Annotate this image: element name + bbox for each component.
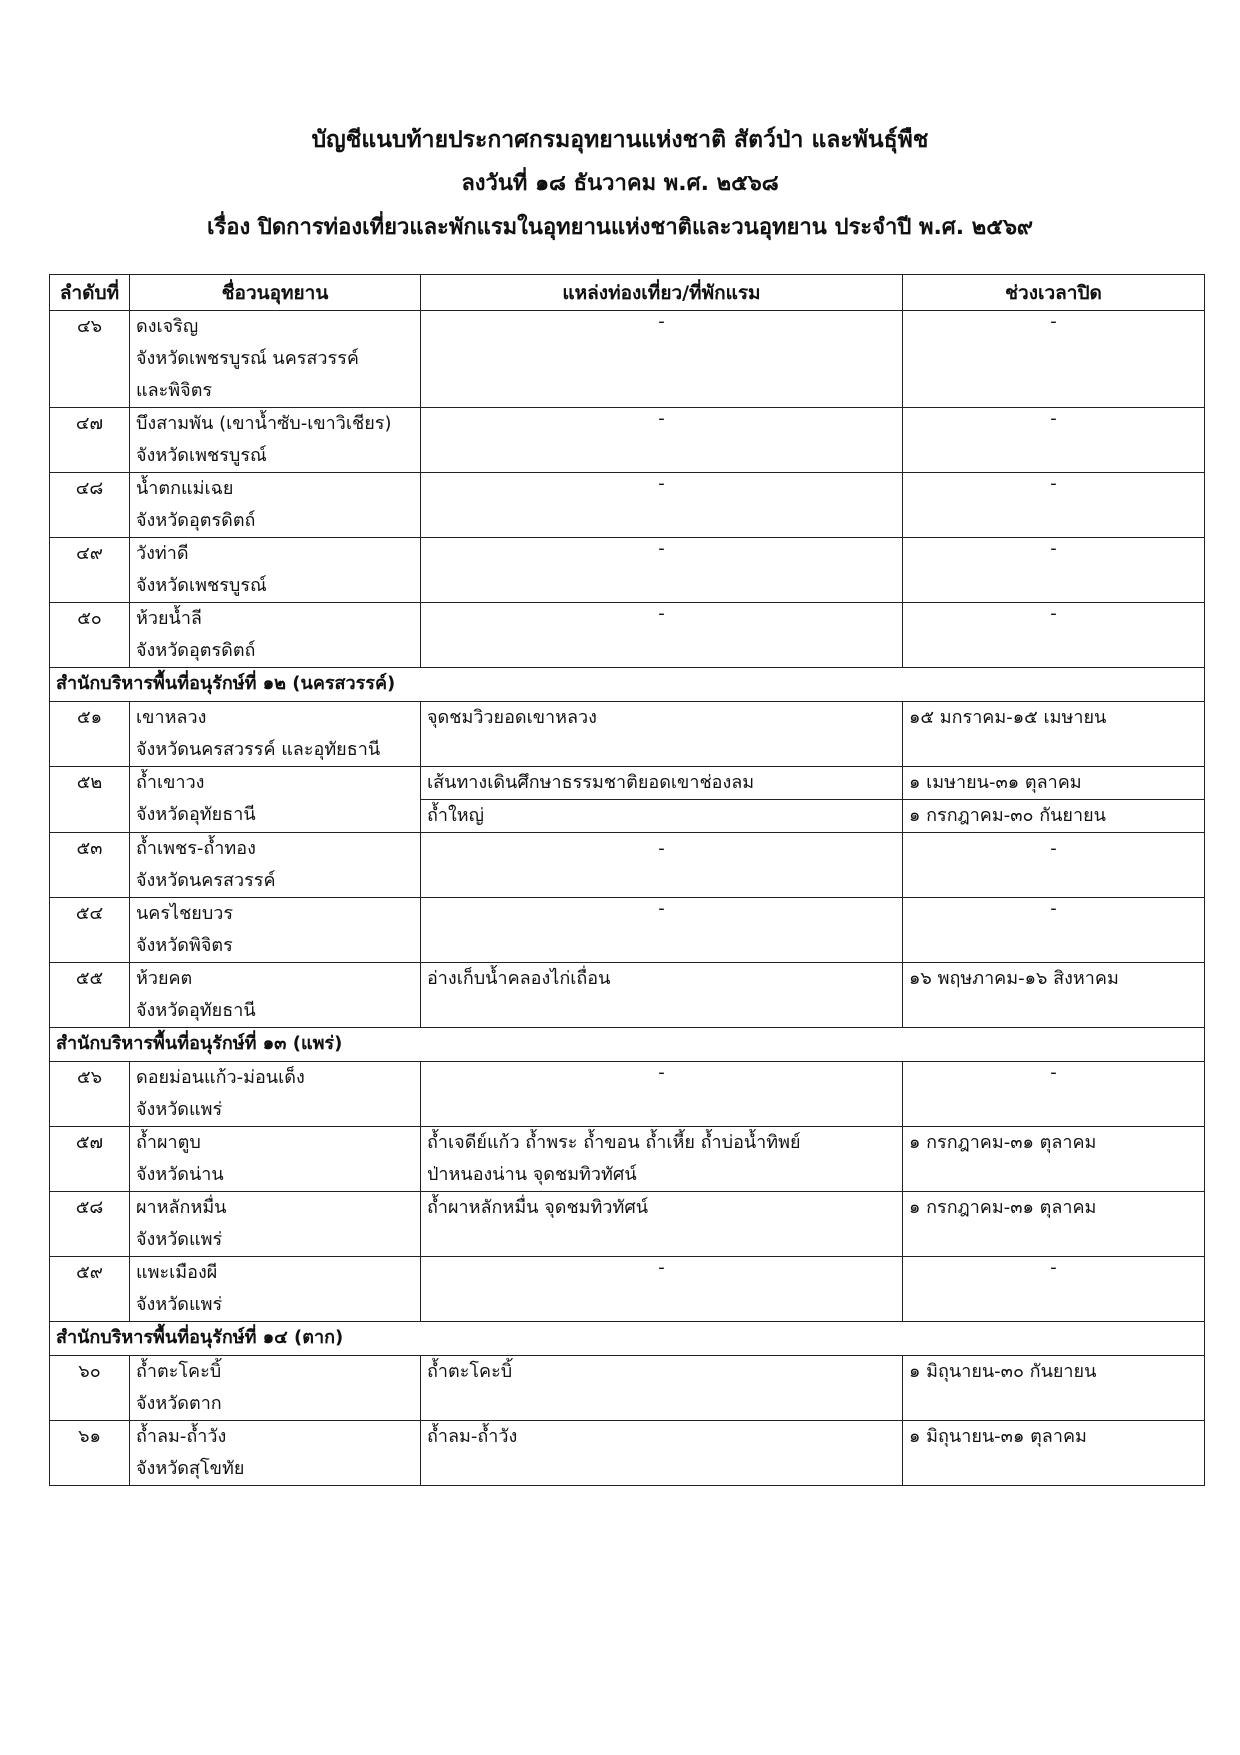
row-number: ๕๖ [50, 1062, 130, 1127]
park-name-cell [130, 473, 421, 538]
park-name: เขาหลวง [136, 707, 207, 728]
document-header [0, 118, 1240, 250]
period-cell: - [903, 538, 1205, 603]
park-name: แพะเมืองผี [136, 1262, 218, 1283]
period-cell: ๑๕ มกราคม-๑๕ เมษายน [903, 702, 1205, 767]
section-row [50, 668, 1205, 702]
row-number: ๔๙ [50, 538, 130, 603]
park-name: ห้วยคต [136, 968, 193, 989]
row-number: ๕๐ [50, 603, 130, 668]
table-row [50, 1356, 1205, 1421]
park-province: จังหวัดพิจิตร [136, 935, 233, 956]
table-row [50, 311, 1205, 408]
park-name-cell [130, 603, 421, 668]
col-header-period: ช่วงเวลาปิด [903, 275, 1205, 311]
period-cell: - [903, 408, 1205, 473]
period-cell: - [903, 898, 1205, 963]
table-row [50, 833, 1205, 898]
row-number: ๕๔ [50, 898, 130, 963]
place-cell: ถ้ำใหญ่ [421, 800, 903, 833]
period-cell: ๑ กรกฎาคม-๓๑ ตุลาคม [903, 1192, 1205, 1257]
period-cell: - [903, 1062, 1205, 1127]
period-cell: ๑ มิถุนายน-๓๑ ตุลาคม [903, 1421, 1205, 1486]
place-cell: ถ้ำลม-ถ้ำวัง [421, 1421, 903, 1486]
period-cell: ๑ กรกฎาคม-๓๐ กันยายน [903, 800, 1205, 833]
park-name: ถ้ำเขาวง [136, 772, 205, 793]
place-line: ป่าหนองน่าน จุดชมทิวทัศน์ [427, 1164, 637, 1185]
section-row [50, 1028, 1205, 1062]
park-name-cell [130, 963, 421, 1028]
park-name: ดอยม่อนแก้ว-ม่อนเด็ง [136, 1067, 305, 1088]
park-name-cell [130, 767, 421, 833]
place-cell: ถ้ำผาหลักหมื่น จุดชมทิวทัศน์ [421, 1192, 903, 1257]
table-row [50, 1127, 1205, 1192]
park-name-cell [130, 702, 421, 767]
col-header-no: ลำดับที่ [50, 275, 130, 311]
place-cell [421, 1127, 903, 1192]
place-cell: อ่างเก็บน้ำคลองไก่เถื่อน [421, 963, 903, 1028]
park-name: วังท่าดี [136, 543, 189, 564]
place-cell: - [421, 311, 903, 408]
period-cell: ๑ มิถุนายน-๓๐ กันยายน [903, 1356, 1205, 1421]
table-row [50, 473, 1205, 538]
row-number: ๕๗ [50, 1127, 130, 1192]
section-heading: สำนักบริหารพื้นที่อนุรักษ์ที่ ๑๓ (แพร่) [50, 1028, 1205, 1062]
table-row [50, 538, 1205, 603]
table-row [50, 1421, 1205, 1486]
park-province: จังหวัดนครสวรรค์ [136, 870, 276, 891]
park-name-cell [130, 1356, 421, 1421]
park-name-cell [130, 1127, 421, 1192]
park-province: จังหวัดแพร่ [136, 1294, 223, 1315]
park-name: ดงเจริญ [136, 316, 199, 337]
park-name-cell [130, 1421, 421, 1486]
section-row [50, 1322, 1205, 1356]
header-title: บัญชีแนบท้ายประกาศกรมอุทยานแห่งชาติ สัตว์ป่า และพันธุ์พืช [311, 127, 929, 153]
place-cell: - [421, 538, 903, 603]
row-number: ๖๑ [50, 1421, 130, 1486]
place-cell: ถ้ำตะโคะบิ้ [421, 1356, 903, 1421]
place-cell: - [421, 898, 903, 963]
table-row [50, 603, 1205, 668]
park-name-cell [130, 408, 421, 473]
place-cell: - [421, 1062, 903, 1127]
place-cell: เส้นทางเดินศึกษาธรรมชาติยอดเขาช่องลม [421, 767, 903, 800]
col-header-place: แหล่งท่องเที่ยว/ที่พักแรม [421, 275, 903, 311]
period-cell: - [903, 473, 1205, 538]
period-cell: - [903, 311, 1205, 408]
table-row [50, 1192, 1205, 1257]
park-province: จังหวัดอุตรดิตถ์ [136, 640, 256, 661]
row-number: ๔๖ [50, 311, 130, 408]
place-cell: - [421, 833, 903, 898]
park-province: จังหวัดอุทัยธานี [136, 1000, 256, 1021]
park-name: ถ้ำผาตูบ [136, 1132, 201, 1153]
row-number: ๕๕ [50, 963, 130, 1028]
park-province: จังหวัดเพชรบูรณ์ [136, 445, 267, 466]
section-heading: สำนักบริหารพื้นที่อนุรักษ์ที่ ๑๒ (นครสวรรค์) [50, 668, 1205, 702]
park-name-cell [130, 1062, 421, 1127]
row-number: ๖๐ [50, 1356, 130, 1421]
park-name: ห้วยน้ำลี [136, 608, 202, 629]
park-province: จังหวัดน่าน [136, 1164, 224, 1185]
park-province: จังหวัดอุทัยธานี [136, 804, 256, 825]
table-row [50, 1257, 1205, 1322]
park-name: บึงสามพัน (เขาน้ำซับ-เขาวิเชียร) [136, 413, 392, 434]
place-cell: - [421, 1257, 903, 1322]
park-province: จังหวัดเพชรบูรณ์ [136, 575, 267, 596]
park-name-cell [130, 1257, 421, 1322]
park-name-cell [130, 898, 421, 963]
row-number: ๕๓ [50, 833, 130, 898]
table-row [50, 1062, 1205, 1127]
row-number: ๕๙ [50, 1257, 130, 1322]
col-header-name: ชื่อวนอุทยาน [130, 275, 421, 311]
park-name: ผาหลักหมื่น [136, 1197, 227, 1218]
place-cell: - [421, 473, 903, 538]
park-name-cell [130, 833, 421, 898]
table-row [50, 898, 1205, 963]
park-name: ถ้ำเพชร-ถ้ำทอง [136, 838, 256, 859]
table-header-row [50, 275, 1205, 311]
closure-table [49, 274, 1205, 1486]
place-cell: จุดชมวิวยอดเขาหลวง [421, 702, 903, 767]
park-name-cell [130, 538, 421, 603]
period-cell: ๑ เมษายน-๓๑ ตุลาคม [903, 767, 1205, 800]
period-cell: ๑ กรกฎาคม-๓๑ ตุลาคม [903, 1127, 1205, 1192]
park-province: จังหวัดตาก [136, 1393, 222, 1414]
park-name: ถ้ำตะโคะบิ้ [136, 1361, 222, 1382]
park-province: จังหวัดแพร่ [136, 1229, 223, 1250]
table-row [50, 408, 1205, 473]
place-cell: - [421, 408, 903, 473]
table-row [50, 963, 1205, 1028]
park-province: และพิจิตร [136, 380, 213, 401]
park-name: ถ้ำลม-ถ้ำวัง [136, 1426, 227, 1447]
row-number: ๔๘ [50, 473, 130, 538]
period-cell: ๑๖ พฤษภาคม-๑๖ สิงหาคม [903, 963, 1205, 1028]
header-subject: เรื่อง ปิดการท่องเที่ยวและพักแรมในอุทยานแห่งชาติและวนอุทยาน ประจำปี พ.ศ. ๒๕๖๙ [206, 215, 1034, 240]
park-name: น้ำตกแม่เฉย [136, 478, 234, 499]
header-date: ลงวันที่ ๑๘ ธันวาคม พ.ศ. ๒๕๖๘ [461, 171, 779, 196]
section-heading: สำนักบริหารพื้นที่อนุรักษ์ที่ ๑๔ (ตาก) [50, 1322, 1205, 1356]
park-province: จังหวัดแพร่ [136, 1099, 223, 1120]
place-cell: - [421, 603, 903, 668]
park-province: จังหวัดเพชรบูรณ์ นครสวรรค์ [136, 348, 359, 369]
place-line: ถ้ำเจดีย์แก้ว ถ้ำพระ ถ้ำขอน ถ้ำเหี้ย ถ้ำบ่อน้ำทิพย์ [427, 1132, 801, 1153]
table-row [50, 767, 1205, 800]
row-number: ๕๘ [50, 1192, 130, 1257]
period-cell: - [903, 833, 1205, 898]
row-number: ๕๒ [50, 767, 130, 833]
row-number: ๔๗ [50, 408, 130, 473]
park-province: จังหวัดสุโขทัย [136, 1458, 245, 1479]
period-cell: - [903, 603, 1205, 668]
row-number: ๕๑ [50, 702, 130, 767]
park-name-cell [130, 311, 421, 408]
park-name-cell [130, 1192, 421, 1257]
park-province: จังหวัดอุตรดิตถ์ [136, 510, 256, 531]
park-name: นครไชยบวร [136, 903, 234, 924]
park-province: จังหวัดนครสวรรค์ และอุทัยธานี [136, 739, 381, 760]
period-cell: - [903, 1257, 1205, 1322]
table-row [50, 702, 1205, 767]
